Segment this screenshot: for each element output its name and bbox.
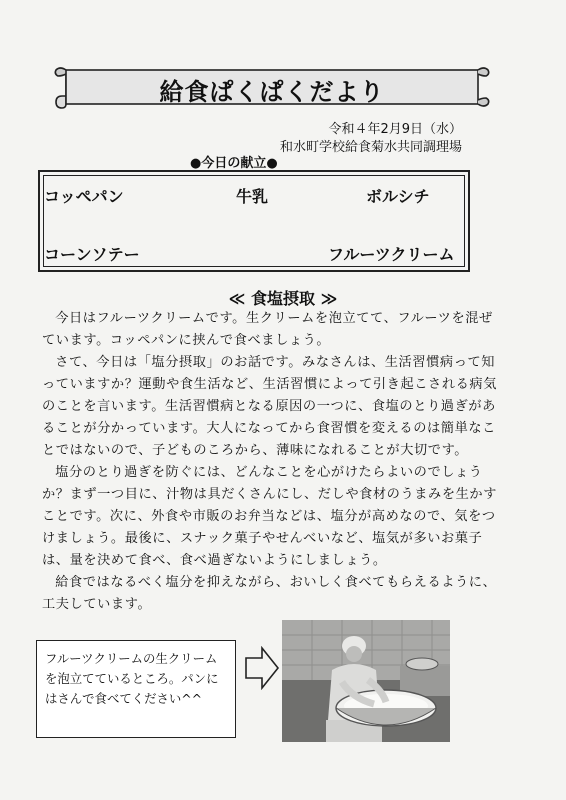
menu-item-corn-saute: コーンソテー (44, 245, 140, 264)
menu-item-fruit-cream: フルーツクリーム (328, 245, 455, 264)
menu-item-milk: 牛乳 (236, 187, 269, 206)
newsletter-title: 給食ぱくぱくだより (159, 78, 385, 106)
cook-whipping-cream-image (282, 620, 450, 742)
right-arrow-icon (244, 646, 280, 690)
menu-heading: ●今日の献立● (190, 156, 278, 171)
kitchen-photo (282, 620, 450, 742)
article-paragraph: 塩分のとり過ぎを防ぐには、どんなことを心がけたらよいのでしょうか？まず一つ目に、汁物は具だくさんにし、だしや食材のうまみを生かすことです。次に、外食や市販のお弁当などは、塩分が高めなので、気をつけましょう。最後に、スナック菓子やせんべいなど、塩気が多いお菓子は、量を決めて食べ、食べ過ぎないようにしましょう。 (42, 465, 497, 568)
article-paragraph: 給食ではなるべく塩分を抑えながら、おいしく食べてもらえるように、工夫しています。 (42, 575, 497, 612)
article-paragraph: さて、今日は「塩分摂取」のお話です。みなさんは、生活習慣病って知っていますか？運動や食生活など、生活習慣によって引き起こされる病気のことを言います。生活習慣病となる原因の一つに、食塩のとり過ぎがあることが分かっています。大人になってから食習慣を変えるのは簡単なことではないので、子どものころから、薄味になれることが大切です。 (42, 355, 497, 458)
issue-date: 令和４年2月9日（水） (328, 122, 462, 137)
menu-item-bread: コッペパン (44, 187, 124, 206)
title-banner (52, 64, 492, 110)
menu-box (38, 170, 470, 272)
article-title: ≪ 食塩摂取 ≫ (228, 289, 338, 308)
article-paragraph: 今日はフルーツクリームです。生クリームを泡立てて、フルーツを混ぜています。コッペパンに挟んで食べましょう。 (42, 311, 493, 348)
menu-item-borscht: ボルシチ (366, 187, 430, 206)
article-body (42, 308, 502, 616)
organization-name: 和水町学校給食菊水共同調理場 (279, 140, 462, 155)
photo-caption: フルーツクリームの生クリームを泡立てているところ。パンにはさんで食べてください^^ (36, 640, 236, 738)
